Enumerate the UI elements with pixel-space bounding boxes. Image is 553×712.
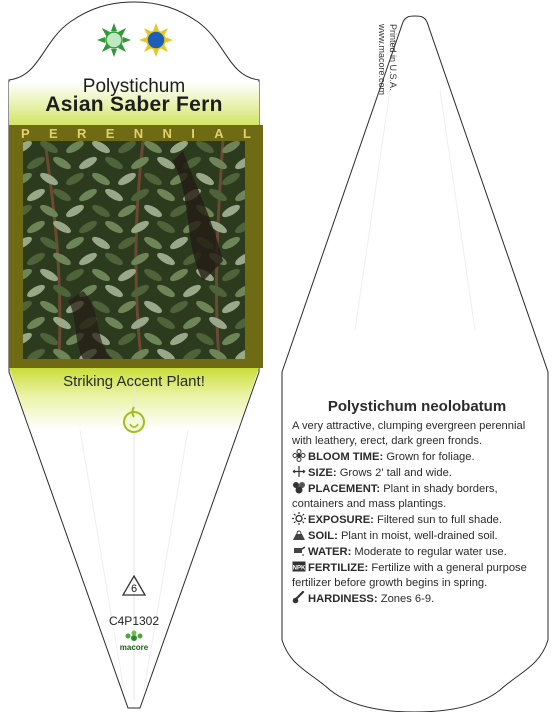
care-text: Fertilize with a general purpose fertilizer before growth begins in spring. bbox=[292, 562, 527, 589]
care-info bbox=[292, 398, 542, 607]
care-text: Grows 2' tall and wide. bbox=[339, 467, 452, 479]
care-text: Zones 6-9. bbox=[380, 593, 435, 605]
category-letter: A bbox=[214, 126, 224, 141]
category-letter: I bbox=[191, 126, 195, 141]
care-row bbox=[292, 528, 542, 544]
plant-genus: Polystichum bbox=[82, 76, 186, 97]
recycle-icon bbox=[121, 574, 147, 598]
printed-info bbox=[376, 24, 398, 95]
growth-form-icon bbox=[121, 404, 147, 434]
soil-icon bbox=[292, 528, 306, 541]
brand-name: macore bbox=[119, 643, 149, 652]
botanical-name: Polystichum neolobatum bbox=[327, 398, 507, 415]
care-text: Plant in shady borders, containers and mass plantings. bbox=[292, 483, 498, 510]
npk-icon bbox=[292, 560, 306, 573]
care-row bbox=[292, 591, 542, 607]
printed-in: Printed in U.S.A. bbox=[388, 24, 398, 91]
recycle-number: 6 bbox=[130, 583, 138, 595]
website: www.macore.com bbox=[377, 24, 387, 96]
product-code: C4P1302 bbox=[108, 614, 160, 628]
care-label: WATER: bbox=[308, 546, 355, 558]
category-letter: N bbox=[133, 126, 144, 141]
full-sun-icon bbox=[96, 22, 132, 58]
category-letter: E bbox=[49, 126, 58, 141]
care-row bbox=[292, 449, 542, 465]
care-row bbox=[292, 560, 542, 591]
care-label: BLOOM TIME: bbox=[308, 451, 387, 463]
care-label: SOIL: bbox=[308, 530, 341, 542]
care-label: HARDINESS: bbox=[308, 593, 381, 605]
description: A very attractive, clumping evergreen perennial with leathery, erect, dark green fronds. bbox=[292, 420, 526, 447]
category-label bbox=[9, 126, 263, 141]
care-row bbox=[292, 465, 542, 481]
care-text: Grown for foliage. bbox=[386, 451, 475, 463]
care-text: Filtered sun to full shade. bbox=[377, 514, 503, 526]
bloom-icon bbox=[292, 449, 306, 462]
thermometer-icon bbox=[292, 591, 306, 604]
macore-logo-icon bbox=[124, 630, 144, 644]
care-label: FERTILIZE: bbox=[308, 562, 372, 574]
plant-common-name: Asian Saber Fern bbox=[45, 93, 223, 116]
care-label: SIZE: bbox=[308, 467, 340, 479]
care-row bbox=[292, 481, 542, 512]
care-text: Plant in moist, well-drained soil. bbox=[340, 530, 498, 542]
water-icon bbox=[292, 544, 306, 557]
fern-photo bbox=[23, 141, 245, 359]
tagline: Striking Accent Plant! bbox=[63, 373, 205, 390]
part-shade-icon bbox=[138, 22, 174, 58]
care-row bbox=[292, 512, 542, 528]
size-icon bbox=[292, 465, 306, 478]
category-letter: E bbox=[105, 126, 115, 141]
svg-text:NPK: NPK bbox=[292, 565, 306, 572]
care-text: Moderate to regular water use. bbox=[354, 546, 507, 558]
category-letter: P bbox=[21, 126, 30, 141]
category-letter: N bbox=[162, 126, 172, 141]
placement-icon bbox=[292, 481, 306, 494]
care-row bbox=[292, 544, 542, 560]
care-label: PLACEMENT: bbox=[308, 483, 384, 495]
category-letter: R bbox=[77, 126, 87, 141]
care-label: EXPOSURE: bbox=[308, 514, 378, 526]
care-details bbox=[292, 449, 542, 607]
sun-icon bbox=[292, 512, 306, 525]
category-letter: L bbox=[242, 126, 251, 141]
